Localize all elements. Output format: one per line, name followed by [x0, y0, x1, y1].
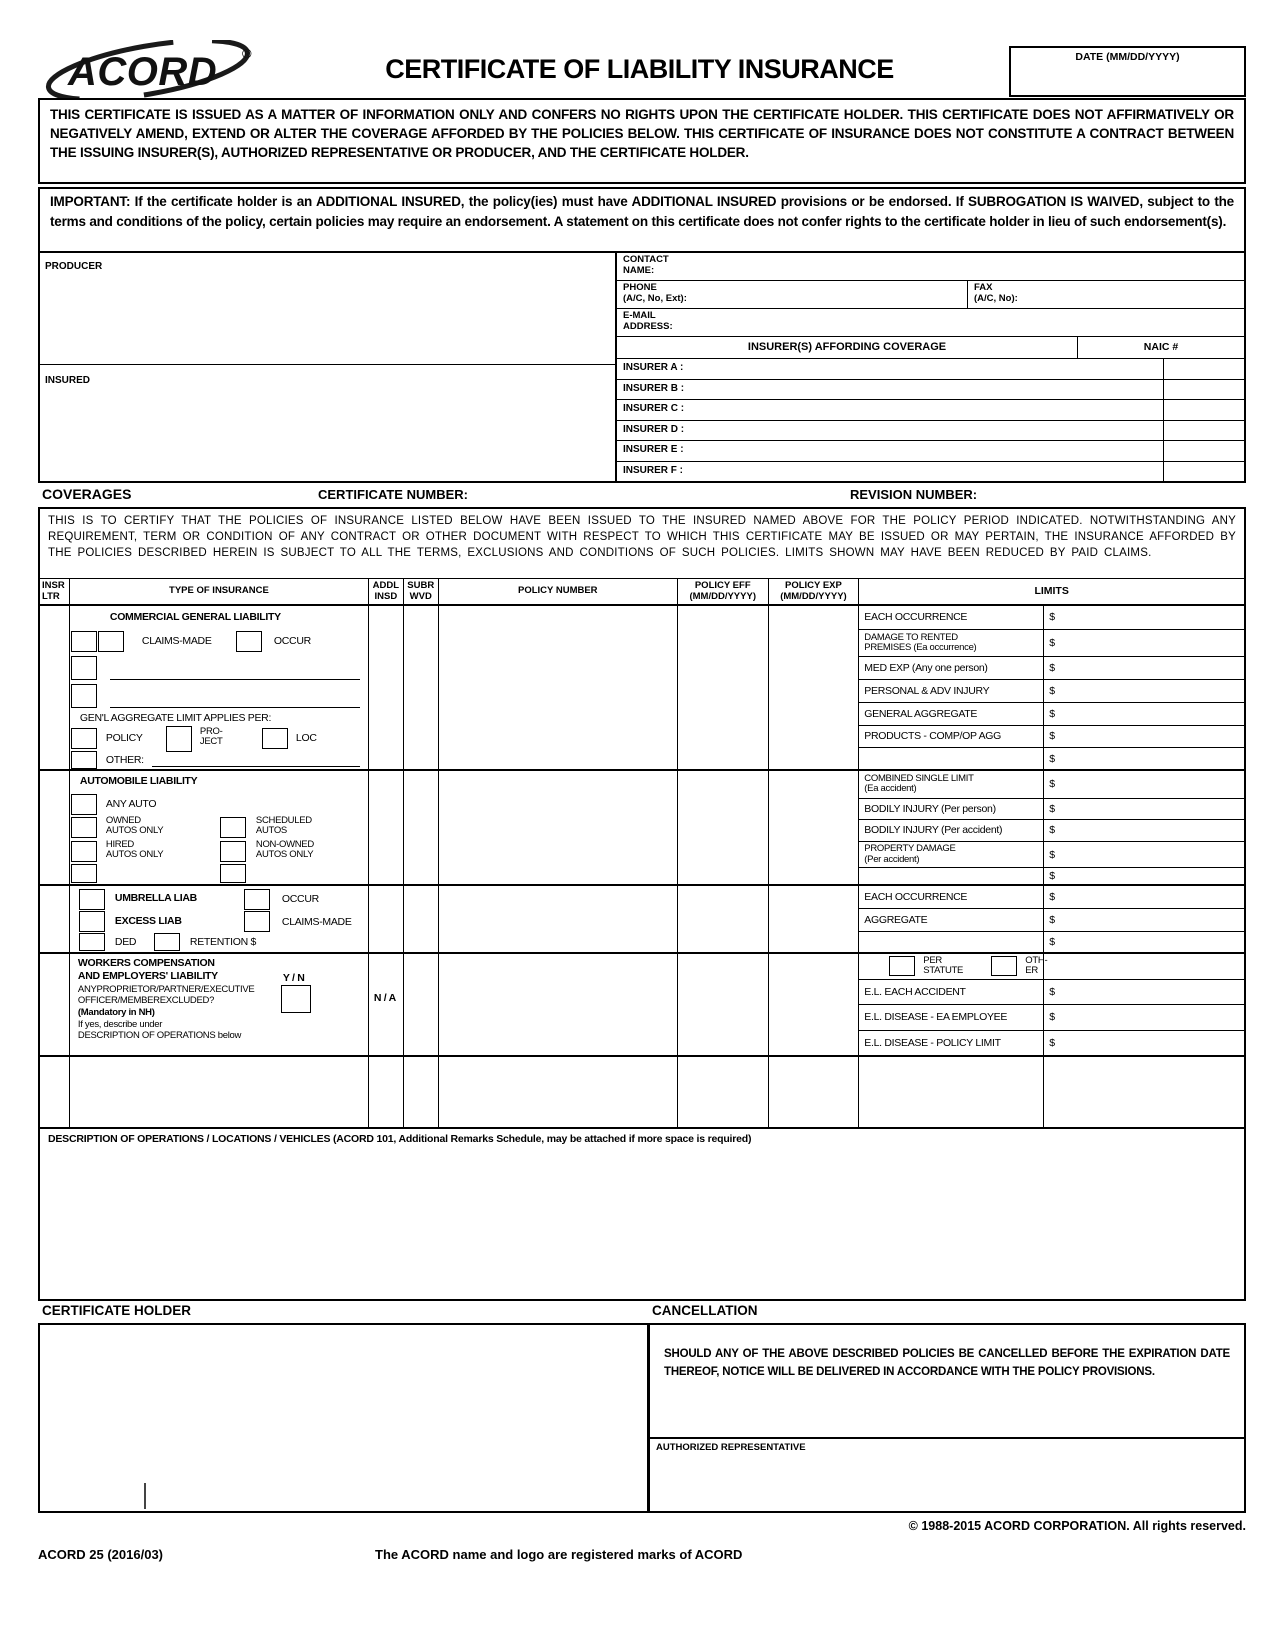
limit-label: BODILY INJURY (Per person) [864, 802, 996, 815]
owned-autos-label-line1: OWNED [105, 815, 141, 826]
limit-row [859, 1030, 1244, 1056]
coverages-title: COVERAGES [42, 486, 132, 502]
limit-value-cell[interactable] [1044, 868, 1244, 884]
project-label-line1: PRO- [199, 726, 223, 737]
limit-label: BODILY INJURY (Per accident) [864, 824, 1003, 837]
coverage-table-header [40, 579, 1244, 606]
contact-insurers-column [617, 253, 1244, 481]
col-policy-exp-line1: POLICY EXP [785, 579, 842, 591]
limit-row-blank [859, 867, 1244, 884]
wc-if-yes-label: If yes, describe under [77, 1019, 163, 1030]
dollar-sign: $ [1049, 935, 1056, 948]
gl-blank-line-2[interactable] [110, 686, 360, 708]
gl-other-line[interactable] [152, 752, 360, 767]
dollar-sign: $ [1049, 891, 1056, 904]
scheduled-autos-label-line1: SCHEDULED [255, 815, 312, 826]
limit-label: PERSONAL & ADV INJURY [864, 684, 990, 697]
col-subr-line1: SUBR [407, 579, 435, 591]
other-statute-checkbox[interactable] [991, 956, 1017, 976]
gl-strip-checkbox-2[interactable] [71, 656, 97, 680]
occur-checkbox[interactable] [236, 631, 262, 652]
important-notice: IMPORTANT: If the certificate holder is an ADDITIONAL INSURED, the policy(ies) must have ADDITIONAL INSURED provisions or be endorsed. If SUBROGATION IS WAIVED, subject to the terms and conditions of the policy, certain policies may require an endorsement. A statement on this certificate does not confer rights to the certificate holder in lieu of such endorsement(s). [38, 187, 1246, 253]
contact-label-line2: NAME: [623, 264, 655, 276]
limit-row [859, 771, 1244, 798]
col-policy-number: POLICY NUMBER [518, 585, 598, 597]
umbrella-liab-label: UMBRELLA LIAB [114, 892, 197, 904]
non-owned-autos-checkbox[interactable] [220, 841, 246, 862]
limit-row [859, 702, 1244, 725]
limit-value-cell[interactable] [1044, 932, 1244, 952]
auto-insr-ltr-cell[interactable] [40, 771, 70, 884]
gl-addl-insd-cell[interactable] [369, 606, 404, 769]
limit-row [859, 656, 1244, 679]
insurer-b-label: INSURER B : [623, 382, 685, 394]
insurer-d-name-field[interactable] [1077, 421, 1163, 441]
automobile-liability-section [40, 771, 1244, 886]
gl-policy-exp-cell[interactable] [769, 606, 860, 769]
limit-row [859, 798, 1244, 820]
limit-value-cell[interactable] [1044, 726, 1244, 748]
limit-value-cell[interactable] [1044, 771, 1244, 798]
disclaimer-statement: THIS CERTIFICATE IS ISSUED AS A MATTER OF INFORMATION ONLY AND CONFERS NO RIGHTS UPON THE CERTIFICATE HOLDER. THIS CERTIFICATE DOES NOT AFFIRMATIVELY OR NEGATIVELY AMEND, EXTEND OR ALTER THE COVERAGE AFFORDED BY THE POLICIES BELOW. THIS CERTIFICATE OF INSURANCE DOES NOT CONSTITUTE A CONTRACT BETWEEN THE ISSUING INSURER(S), AUTHORIZED REPRESENTATIVE OR PRODUCER, AND THE CERTIFICATE HOLDER. [38, 98, 1246, 184]
limit-value-cell[interactable] [1044, 909, 1244, 930]
dollar-sign: $ [1049, 1011, 1056, 1024]
limit-row [859, 841, 1244, 868]
insurer-c-row [617, 399, 1244, 420]
insurer-a-label: INSURER A : [623, 362, 684, 373]
contact-name-field[interactable] [617, 253, 1244, 280]
date-box [1009, 46, 1246, 97]
gl-policy-eff-cell[interactable] [678, 606, 769, 769]
hired-autos-label-line2: AUTOS ONLY [105, 849, 164, 860]
auto-policy-number-cell[interactable] [439, 771, 678, 884]
umbrella-insr-ltr-cell[interactable] [40, 886, 70, 952]
hired-autos-checkbox[interactable] [71, 841, 97, 862]
blank-insr-ltr-cell[interactable] [40, 1057, 70, 1127]
phone-fax-row [617, 280, 1244, 308]
gl-other-label: OTHER: [105, 754, 144, 766]
dollar-sign: $ [1049, 611, 1056, 624]
workers-compensation-section [40, 954, 1244, 1057]
wc-policy-eff-cell[interactable] [678, 954, 769, 1055]
limit-label: PRODUCTS - COMP/OP AGG [864, 730, 1002, 743]
dollar-sign: $ [1049, 684, 1056, 697]
gl-insr-ltr-cell[interactable] [40, 606, 70, 769]
producer-field[interactable] [40, 253, 615, 365]
limit-value-cell[interactable] [1044, 703, 1244, 725]
ded-label: DED [114, 936, 137, 948]
blank-type-cell[interactable] [70, 1057, 369, 1127]
dollar-sign: $ [1049, 730, 1056, 743]
limit-value-cell[interactable] [1044, 980, 1244, 1005]
per-statute-checkbox[interactable] [889, 956, 915, 976]
any-auto-label: ANY AUTO [105, 798, 157, 810]
excess-liab-checkbox[interactable] [79, 911, 105, 932]
dollar-sign: $ [1049, 985, 1056, 998]
email-label-line1: E-MAIL [623, 310, 656, 321]
certificate-number-label: CERTIFICATE NUMBER: [318, 487, 468, 502]
insurer-f-name-field[interactable] [1077, 462, 1163, 482]
date-label: DATE (MM/DD/YYYY) [1075, 51, 1180, 63]
col-limits: LIMITS [1034, 584, 1069, 597]
limit-row [859, 886, 1244, 908]
insurer-c-naic-field[interactable] [1163, 400, 1244, 420]
coverage-table [38, 507, 1246, 1301]
policy-checkbox[interactable] [71, 728, 97, 749]
limit-value-cell[interactable] [1044, 820, 1244, 841]
scheduled-autos-checkbox[interactable] [220, 817, 246, 838]
insurer-b-name-field[interactable] [1077, 380, 1163, 400]
insurer-e-label: INSURER E : [623, 444, 684, 455]
limit-row [859, 1004, 1244, 1030]
phone-label-line1: PHONE [623, 282, 657, 293]
authorized-representative-label: AUTHORIZED REPRESENTATIVE [656, 1442, 806, 1453]
dollar-sign: $ [1049, 870, 1056, 883]
description-of-operations-label: DESCRIPTION OF OPERATIONS / LOCATIONS / VEHICLES (ACORD 101, Additional Remarks Schedule, may be attached if more space is required) [48, 1133, 752, 1145]
cancellation-title: CANCELLATION [652, 1303, 758, 1318]
col-policy-eff-line1: POLICY EFF [694, 579, 751, 591]
insurer-d-label: INSURER D : [623, 423, 685, 435]
cancellation-box [648, 1323, 1246, 1513]
insurer-a-naic-field[interactable] [1163, 359, 1244, 379]
acord-logo-text: ACORD [68, 50, 218, 94]
limit-label: COMBINED SINGLE LIMIT [864, 772, 974, 784]
col-type-of-insurance: TYPE OF INSURANCE [169, 585, 269, 597]
umbrella-policy-number-cell[interactable] [439, 886, 678, 952]
fax-label-line1: FAX [974, 282, 993, 293]
wc-yn-label: Y / N [282, 972, 305, 984]
revision-number-label: REVISION NUMBER: [850, 487, 978, 502]
ded-checkbox[interactable] [79, 933, 105, 951]
wc-describe-label: DESCRIPTION OF OPERATIONS below [77, 1030, 242, 1041]
scheduled-autos-label-line2: AUTOS [255, 825, 287, 836]
auto-policy-exp-cell[interactable] [769, 771, 860, 884]
gl-strip-checkbox-1[interactable] [71, 631, 97, 652]
wc-subr-wvd-cell[interactable] [404, 954, 439, 1055]
umbrella-claims-made-checkbox[interactable] [244, 911, 270, 932]
producer-insured-column [40, 253, 617, 481]
insurer-b-naic-field[interactable] [1163, 380, 1244, 400]
stray-mark [144, 1483, 146, 1509]
insured-field[interactable] [40, 365, 615, 481]
naic-header: NAIC # [1077, 337, 1244, 358]
producer-label: PRODUCER [45, 261, 103, 272]
umbrella-policy-eff-cell[interactable] [678, 886, 769, 952]
phone-label-line2: (A/C, No, Ext): [623, 292, 687, 304]
blank-limit-row [859, 1057, 1244, 1127]
phone-field[interactable] [617, 281, 967, 308]
blank-subr-cell[interactable] [404, 1057, 439, 1127]
limit-value-cell[interactable] [1044, 799, 1244, 820]
limit-value-cell[interactable] [1044, 1005, 1244, 1030]
limit-row [859, 819, 1244, 841]
col-policy-exp-line2: (MM/DD/YYYY) [780, 590, 847, 602]
insurer-b-row [617, 379, 1244, 400]
limit-row [859, 979, 1244, 1005]
occur-label: OCCUR [273, 635, 311, 647]
gl-subr-wvd-cell[interactable] [404, 606, 439, 769]
umbrella-liab-checkbox[interactable] [79, 889, 105, 910]
wc-question-line2: OFFICER/MEMBEREXCLUDED? [77, 995, 215, 1006]
other-statute-label-line2: ER [1025, 965, 1038, 976]
contact-label-line1: CONTACT [623, 254, 669, 265]
limit-label: GENERAL AGGREGATE [864, 707, 978, 720]
gl-policy-number-cell[interactable] [439, 606, 678, 769]
hired-autos-label-line1: HIRED [105, 839, 134, 850]
dollar-sign: $ [1049, 707, 1056, 720]
certificate-holder-title: CERTIFICATE HOLDER [42, 1303, 191, 1318]
limit-label: EACH OCCURRENCE [864, 891, 968, 904]
loc-checkbox[interactable] [262, 728, 288, 749]
blank-policy-number-cell[interactable] [439, 1057, 678, 1127]
acord-logo-swoosh-icon [38, 40, 273, 98]
limit-row-blank [859, 931, 1244, 952]
insurer-e-naic-field[interactable] [1163, 441, 1244, 461]
certificate-holder-field[interactable] [38, 1323, 648, 1513]
limit-label: PROPERTY DAMAGE [864, 843, 956, 855]
date-value-field[interactable] [1011, 63, 1244, 91]
excess-liab-label: EXCESS LIAB [114, 915, 182, 927]
owned-autos-label-line2: AUTOS ONLY [105, 825, 164, 836]
certify-statement: THIS IS TO CERTIFY THAT THE POLICIES OF INSURANCE LISTED BELOW HAVE BEEN ISSUED TO THE INSURED NAMED ABOVE FOR THE POLICY PERIOD INDICATED. NOTWITHSTANDING ANY REQUIREMENT, TERM OR CONDITION OF ANY CONTRACT OR OTHER DOCUMENT WITH RESPECT TO WHICH THIS CERTIFICATE MAY BE ISSUED OR MAY PERTAIN, THE INSURANCE AFFORDED BY THE POLICIES DESCRIBED HEREIN IS SUBJECT TO ALL THE TERMS, EXCLUSIONS AND CONDITIONS OF SUCH POLICIES. LIMITS SHOWN MAY HAVE BEEN REDUCED BY PAID CLAIMS. [40, 509, 1244, 579]
auto-title: AUTOMOBILE LIABILITY [79, 775, 198, 787]
wc-question-line1: ANYPROPRIETOR/PARTNER/EXECUTIVE [77, 984, 255, 995]
retention-checkbox[interactable] [154, 933, 180, 951]
limit-value-cell[interactable] [1044, 657, 1244, 679]
limit-label: AGGREGATE [864, 913, 928, 926]
owned-autos-checkbox[interactable] [71, 817, 97, 838]
col-insr-line1: INSR [42, 579, 65, 591]
acord-logo [38, 40, 273, 103]
auto-strip-checkbox-extra-2[interactable] [220, 864, 246, 883]
any-auto-checkbox[interactable] [71, 794, 97, 815]
umbrella-claims-made-label: CLAIMS-MADE [281, 916, 352, 928]
description-of-operations-field[interactable] [40, 1129, 1244, 1299]
limit-value-cell[interactable] [1044, 680, 1244, 702]
blank-policy-exp-cell[interactable] [769, 1057, 860, 1127]
blank-addl-cell[interactable] [369, 1057, 404, 1127]
limit-row [859, 908, 1244, 930]
statute-row [859, 954, 1244, 979]
limit-value-cell[interactable] [1044, 842, 1244, 868]
umbrella-liability-section [40, 886, 1244, 954]
insurer-c-name-field[interactable] [1077, 400, 1163, 420]
limit-value-cell[interactable] [1044, 606, 1244, 629]
holder-cancellation-band [38, 1301, 1246, 1323]
wc-insr-ltr-cell[interactable] [40, 954, 70, 1055]
insurer-a-name-field[interactable] [1077, 359, 1163, 379]
non-owned-autos-label-line2: AUTOS ONLY [255, 849, 314, 860]
col-policy-eff-line2: (MM/DD/YYYY) [689, 590, 756, 602]
bottom-boxes [38, 1323, 1246, 1513]
umbrella-addl-insd-cell[interactable] [369, 886, 404, 952]
dollar-sign: $ [1049, 778, 1056, 791]
policy-label: POLICY [105, 732, 143, 744]
insurer-a-row [617, 358, 1244, 379]
umbrella-subr-wvd-cell[interactable] [404, 886, 439, 952]
limit-value-cell[interactable] [1044, 1031, 1244, 1056]
copyright-notice: © 1988-2015 ACORD CORPORATION. All rights reserved. [908, 1519, 1246, 1533]
limit-label: E.L. DISEASE - POLICY LIMIT [864, 1036, 1001, 1049]
col-addl-line2: INSD [374, 590, 398, 602]
page-title: CERTIFICATE OF LIABILITY INSURANCE [385, 54, 894, 84]
project-checkbox[interactable] [166, 726, 192, 752]
blank-coverage-row [40, 1057, 1244, 1129]
registered-mark-icon: ® [242, 46, 252, 61]
umbrella-policy-exp-cell[interactable] [769, 886, 860, 952]
general-liability-section [40, 606, 1244, 771]
limit-row [859, 629, 1244, 657]
insurer-f-naic-field[interactable] [1163, 462, 1244, 482]
gl-strip-checkbox-3[interactable] [71, 684, 97, 708]
insurer-e-name-field[interactable] [1077, 441, 1163, 461]
wc-policy-exp-cell[interactable] [769, 954, 860, 1055]
project-label-line2: JECT [199, 736, 223, 747]
gl-title: COMMERCIAL GENERAL LIABILITY [109, 611, 281, 623]
dollar-sign: $ [1049, 752, 1056, 765]
dollar-sign: $ [1049, 824, 1056, 837]
trademark-note: The ACORD name and logo are registered marks of ACORD [375, 1547, 743, 1562]
coverages-band [38, 483, 1246, 507]
auto-strip-checkbox-extra-1[interactable] [71, 864, 97, 883]
limit-row-blank [859, 747, 1244, 769]
limit-label: EACH OCCURRENCE [864, 611, 968, 624]
per-statute-label-line2: STATUTE [923, 965, 964, 976]
other-statute-label-line1: OTH- [1025, 955, 1048, 966]
limit-label: DAMAGE TO RENTED [864, 631, 958, 643]
limit-row [859, 679, 1244, 702]
auto-subr-wvd-cell[interactable] [404, 771, 439, 884]
insurer-f-row [617, 461, 1244, 482]
wc-mandatory-label: (Mandatory in NH) [77, 1007, 155, 1018]
limit-value-cell[interactable] [1044, 748, 1244, 769]
col-subr-line2: WVD [409, 590, 432, 602]
limit-label-line2: (Per accident) [864, 853, 920, 865]
dollar-sign: $ [1049, 802, 1056, 815]
umbrella-occur-checkbox[interactable] [244, 889, 270, 910]
umbrella-occur-label: OCCUR [281, 893, 319, 905]
limit-value-cell[interactable] [1044, 630, 1244, 657]
limit-row [859, 725, 1244, 748]
dollar-sign: $ [1049, 637, 1056, 650]
limit-label: MED EXP (Any one person) [864, 662, 988, 675]
authorized-representative-field[interactable] [650, 1437, 1244, 1511]
insurer-c-label: INSURER C : [623, 403, 685, 414]
form-footer-line [38, 1547, 1246, 1562]
dollar-sign: $ [1049, 662, 1056, 675]
statute-value-cell[interactable] [1044, 954, 1244, 979]
claims-made-label: CLAIMS-MADE [141, 635, 212, 647]
wc-title-line1: WORKERS COMPENSATION [77, 957, 215, 969]
dollar-sign: $ [1049, 913, 1056, 926]
wc-na-label: N / A [373, 992, 396, 1004]
col-addl-line1: ADDL [372, 579, 400, 591]
wc-exclusion-checkbox[interactable] [281, 985, 311, 1013]
limit-value-cell[interactable] [1044, 886, 1244, 908]
insurer-d-naic-field[interactable] [1163, 421, 1244, 441]
per-statute-label-line1: PER [923, 955, 942, 966]
insurer-d-row [617, 420, 1244, 441]
wc-title-line2: AND EMPLOYERS' LIABILITY [77, 970, 218, 982]
loc-label: LOC [295, 732, 317, 744]
form-number: ACORD 25 (2016/03) [38, 1547, 163, 1562]
fax-label-line2: (A/C, No): [974, 292, 1018, 304]
insurers-header-row [617, 336, 1244, 358]
gl-blank-line-1[interactable] [110, 658, 360, 680]
auto-policy-eff-cell[interactable] [678, 771, 769, 884]
non-owned-autos-label-line1: NON-OWNED [255, 839, 314, 850]
limit-row [859, 606, 1244, 629]
blank-limit-value-cell[interactable] [1044, 1057, 1244, 1127]
cancellation-statement: SHOULD ANY OF THE ABOVE DESCRIBED POLICIES BE CANCELLED BEFORE THE EXPIRATION DATE THEREOF, NOTICE WILL BE DELIVERED IN ACCORDANCE WITH THE POLICY PROVISIONS. [664, 1348, 1230, 1379]
insurer-f-label: INSURER F : [623, 464, 683, 476]
email-field[interactable] [617, 308, 1244, 336]
producer-insurer-section [38, 253, 1246, 483]
claims-made-checkbox[interactable] [98, 631, 124, 652]
limit-label: E.L. DISEASE - EA EMPLOYEE [864, 1011, 1008, 1024]
col-insr-line2: LTR [42, 590, 60, 602]
dollar-sign: $ [1049, 1036, 1056, 1049]
insurer-e-row [617, 440, 1244, 461]
limit-label-line2: (Ea accident) [864, 783, 917, 795]
dollar-sign: $ [1049, 848, 1056, 861]
wc-policy-number-cell[interactable] [439, 954, 678, 1055]
other-checkbox[interactable] [71, 751, 97, 769]
fax-field[interactable] [967, 281, 1244, 308]
limit-label-line2: PREMISES (Ea occurrence) [864, 642, 977, 654]
form-header [38, 40, 1246, 98]
blank-policy-eff-cell[interactable] [678, 1057, 769, 1127]
email-label-line2: ADDRESS: [623, 320, 673, 332]
limit-label: E.L. EACH ACCIDENT [864, 985, 966, 998]
insurers-affording-coverage-header: INSURER(S) AFFORDING COVERAGE [747, 341, 947, 353]
retention-label: RETENTION $ [189, 936, 257, 948]
auto-addl-insd-cell[interactable] [369, 771, 404, 884]
insured-label: INSURED [45, 375, 91, 386]
gl-aggregate-applies-label: GEN'L AGGREGATE LIMIT APPLIES PER: [79, 712, 272, 724]
